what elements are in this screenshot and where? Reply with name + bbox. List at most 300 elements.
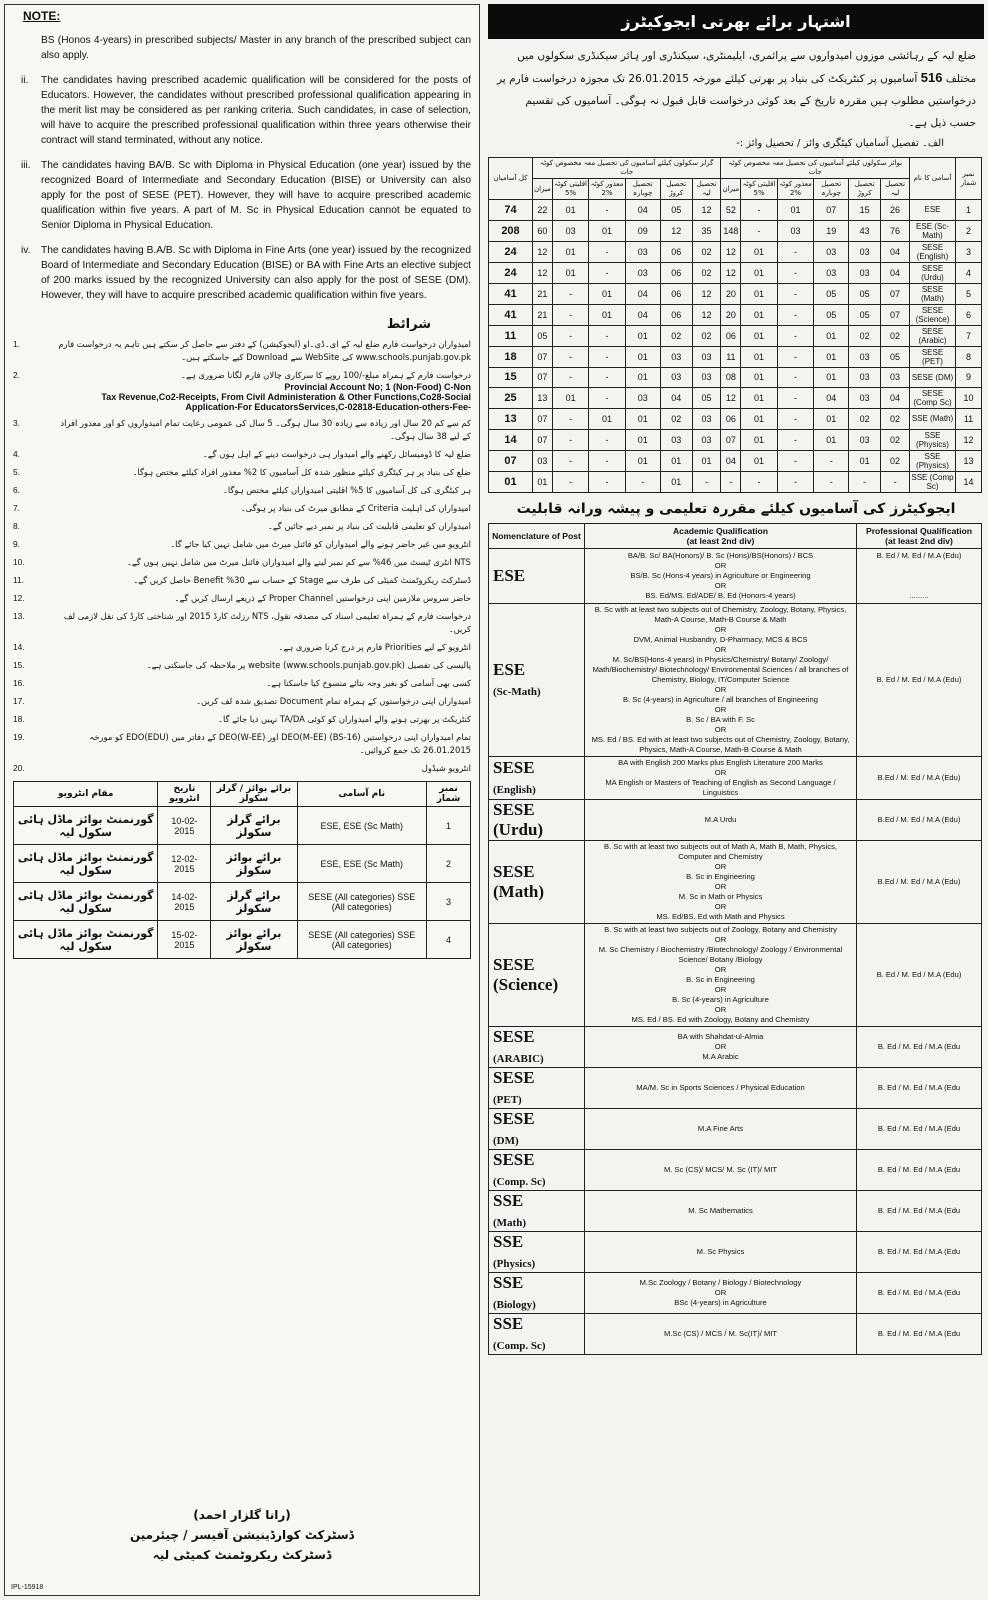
posts-boys-cell: - xyxy=(741,220,778,241)
posts-boys-cell: 01 xyxy=(741,388,778,409)
qualification-title: ایجوکیٹرز کی آسامیوں کیلئے مقررہ تعلیمی و پیشہ ورانہ قابلیت xyxy=(516,500,956,517)
condition-account-line: Application-For EducatorsServices,C-02818-Education-others-Fee- xyxy=(185,402,471,412)
posts-row xyxy=(489,367,982,388)
academic-qualification: M.A Urdu xyxy=(585,799,857,840)
signatory-name: (رانا گلزار احمد) xyxy=(193,1508,291,1522)
posts-girls-cell: 03 xyxy=(660,367,692,388)
qualification-post xyxy=(489,1313,585,1354)
qualification-row xyxy=(489,1067,982,1108)
posts-girls-cell: 09 xyxy=(625,220,660,241)
posts-girls-cell: 01 xyxy=(625,450,660,471)
interview-schedule-table xyxy=(13,781,471,959)
posts-boys-cell: 52 xyxy=(721,200,741,221)
posts-girls-cell: - xyxy=(552,471,589,492)
condition-item xyxy=(13,592,471,605)
qualification-post xyxy=(489,840,585,923)
posts-boys-cell: 03 xyxy=(849,241,881,262)
condition-text: ضلع لیہ کا ڈومیسائل رکھنے والے امیدوار ہی درخواست دینے کے اہل ہوں گے۔ xyxy=(202,449,471,459)
posts-boys-cell: 12 xyxy=(721,241,741,262)
posts-boys-cell: 04 xyxy=(881,388,910,409)
qualification-post-name: SSE xyxy=(493,1313,524,1333)
posts-row xyxy=(489,220,982,241)
professional-qualification: B. Ed / M. Ed / M.A (Edu xyxy=(857,1313,982,1354)
condition-number: 6. xyxy=(13,485,20,495)
posts-post-name: SESE (Math) xyxy=(910,283,956,304)
posts-row xyxy=(489,471,982,492)
qualification-row xyxy=(489,1026,982,1067)
posts-row xyxy=(489,262,982,283)
condition-number: 10. xyxy=(13,557,25,567)
posts-subheader: اقلیتی کوٹہ 5% xyxy=(552,179,589,200)
posts-girls-cell: 01 xyxy=(589,220,625,241)
qualification-post xyxy=(489,1067,585,1108)
posts-number: 10 xyxy=(956,388,982,409)
posts-boys-cell: 01 xyxy=(814,346,849,367)
posts-girls-cell: - xyxy=(589,429,625,450)
qualification-post xyxy=(489,799,585,840)
qualification-row xyxy=(489,548,982,603)
posts-girls-cell: - xyxy=(552,429,589,450)
condition-item xyxy=(13,677,471,690)
condition-item xyxy=(13,417,471,443)
posts-boys-cell: 05 xyxy=(814,304,849,325)
schedule-number: 3 xyxy=(426,883,470,921)
qualification-post xyxy=(489,603,585,756)
academic-qualification: M. Sc (CS)/ MCS/ M. Sc (IT)/ MIT xyxy=(585,1149,857,1190)
schedule-row xyxy=(14,921,471,959)
qualification-post xyxy=(489,1149,585,1190)
academic-qualification: BA/B. Sc/ BA(Honors)/ B. Sc (Hons)/BS(Honors) / BCS OR BS/B. Sc (Hons-4 years) in Agriculture or Engineering OR BS. Ed/MS. Ed/ADE/ B. Ed (Honors-4 years) xyxy=(585,548,857,603)
posts-boys-cell: - xyxy=(849,471,881,492)
posts-girls-cell: 01 xyxy=(660,450,692,471)
posts-girls-cell: 12 xyxy=(692,200,721,221)
posts-boys-cell: - xyxy=(777,241,813,262)
schedule-header: برائے بوائز / گرلز سکولز xyxy=(211,782,297,807)
posts-subheader: تحصیل لیہ xyxy=(692,179,721,200)
qualification-post-name: SESE xyxy=(493,1149,535,1169)
posts-girls-cell: - xyxy=(552,367,589,388)
posts-boys-cell: 06 xyxy=(721,325,741,346)
condition-item xyxy=(13,731,471,757)
posts-boys-cell: 02 xyxy=(849,409,881,430)
posts-boys-cell: 03 xyxy=(849,262,881,283)
posts-boys-cell: - xyxy=(741,200,778,221)
posts-boys-cell: 02 xyxy=(881,325,910,346)
posts-boys-cell: 03 xyxy=(849,429,881,450)
posts-girls-cell: - xyxy=(589,200,625,221)
schedule-venue: گورنمنٹ بوائز ماڈل ہائی سکول لیہ xyxy=(14,807,158,845)
posts-girls-cell: - xyxy=(552,304,589,325)
note-item-text: BS (Honos 4-years) in prescribed subjects/ Master in any branch of the prescribed subject can also apply. xyxy=(41,35,471,61)
note-item xyxy=(13,158,471,233)
posts-girls-cell: 13 xyxy=(533,388,553,409)
posts-row xyxy=(489,283,982,304)
posts-girls-cell: 02 xyxy=(692,262,721,283)
schedule-school-type: برائے گرلز سکولز xyxy=(211,883,297,921)
condition-account-line: Tax Revenue,Co2-Receipts, From Civil Administeration & Other Functions,Co28-Social xyxy=(101,392,471,402)
condition-text: پالیسی کی تفصیل (www.schools.punjab.gov.pk) website پر ملاحظہ کی جاسکتی ہے۔ xyxy=(146,660,471,670)
posts-girls-cell: 01 xyxy=(625,429,660,450)
posts-row xyxy=(489,200,982,221)
condition-number: 14. xyxy=(13,642,25,652)
qualification-row xyxy=(489,799,982,840)
posts-row xyxy=(489,304,982,325)
condition-text: انٹرویو کے لیے Priorities فارم پر درج کرنا ضروری ہے۔ xyxy=(278,642,471,652)
condition-item xyxy=(13,610,471,636)
posts-girls-cell: 04 xyxy=(660,388,692,409)
posts-boys-cell: - xyxy=(777,283,813,304)
posts-number: 12 xyxy=(956,429,982,450)
posts-girls-cell: 01 xyxy=(660,471,692,492)
condition-item xyxy=(13,641,471,654)
condition-text: ضلع کی بنیاد پر ہر کیٹگری کیلئے منظور شدہ کل آسامیوں کا 2% معذور افراد کیلئے مختص ہوگا۔ xyxy=(132,467,471,477)
posts-girls-cell: 06 xyxy=(660,262,692,283)
condition-item xyxy=(13,448,471,461)
posts-boys-cell: - xyxy=(777,367,813,388)
posts-girls-cell: 01 xyxy=(589,283,625,304)
posts-header-boys: بوائز سکولوں کیلئے آسامیوں کی تحصیل معہ مخصوص کوٹہ جات xyxy=(721,158,910,179)
posts-post-name: SSE (Physics) xyxy=(910,429,956,450)
posts-subheader: تحصیل چوبارہ xyxy=(625,179,660,200)
posts-boys-cell: 03 xyxy=(849,346,881,367)
professional-qualification: B.Ed / M. Ed / M.A (Edu) xyxy=(857,756,982,799)
posts-boys-cell: 03 xyxy=(881,367,910,388)
posts-girls-cell: 01 xyxy=(552,241,589,262)
posts-boys-cell: - xyxy=(777,262,813,283)
posts-boys-cell: 02 xyxy=(849,325,881,346)
posts-boys-cell: 01 xyxy=(849,450,881,471)
posts-girls-cell: 03 xyxy=(533,450,553,471)
posts-girls-cell: 03 xyxy=(625,241,660,262)
ad-code: IPL-15918 xyxy=(11,1584,44,1591)
posts-boys-cell: 01 xyxy=(741,262,778,283)
posts-post-name: ESE (Sc-Math) xyxy=(910,220,956,241)
posts-boys-cell: 08 xyxy=(721,367,741,388)
conditions-list xyxy=(13,338,471,775)
posts-total: 25 xyxy=(489,388,533,409)
qualification-post-name: SESE (Urdu) xyxy=(493,799,544,839)
condition-item xyxy=(13,762,471,775)
qualification-post-name: SSE xyxy=(493,1272,524,1292)
posts-boys-cell: 05 xyxy=(881,346,910,367)
posts-number: 2 xyxy=(956,220,982,241)
condition-item xyxy=(13,484,471,497)
posts-girls-cell: 05 xyxy=(692,388,721,409)
qualification-post-name: SESE xyxy=(493,1108,535,1128)
posts-girls-cell: 01 xyxy=(692,450,721,471)
posts-boys-cell: 02 xyxy=(881,409,910,430)
posts-girls-cell: 03 xyxy=(552,220,589,241)
qualification-post-subject: (ARABIC) xyxy=(493,1052,544,1065)
posts-number: 11 xyxy=(956,409,982,430)
posts-boys-cell: 03 xyxy=(814,241,849,262)
schedule-venue: گورنمنٹ بوائز ماڈل ہائی سکول لیہ xyxy=(14,845,158,883)
qualification-post xyxy=(489,923,585,1026)
professional-qualification: B.Ed / M. Ed / M.A (Edu) xyxy=(857,840,982,923)
posts-girls-cell: 01 xyxy=(552,262,589,283)
qualification-row xyxy=(489,1149,982,1190)
posts-boys-cell: - xyxy=(881,471,910,492)
professional-qualification: B. Ed / M. Ed / M.A (Edu xyxy=(857,1272,982,1313)
qual-header-professional: Professional Qualification (at least 2nd div) xyxy=(857,523,982,548)
posts-girls-cell: - xyxy=(589,346,625,367)
academic-qualification: M.A Fine Arts xyxy=(585,1108,857,1149)
schedule-number: 1 xyxy=(426,807,470,845)
condition-number: 2. xyxy=(13,370,20,380)
posts-boys-cell: 43 xyxy=(849,220,881,241)
posts-girls-cell: 03 xyxy=(692,409,721,430)
posts-girls-cell: 05 xyxy=(533,325,553,346)
note-item-text: The candidates having prescribed academic qualification will be considered for the posts of Educators. However, the candidates without prescribed professional qualification appearing in the merit list may be considered as per ranking criteria. Such candidates, in case of selection, will have to acquire the prescribed professional qualification within three years otherwise their contract will stand terminated, without any notice. xyxy=(41,75,471,146)
posts-boys-cell: 01 xyxy=(814,409,849,430)
note-item xyxy=(13,33,471,63)
posts-total: 11 xyxy=(489,325,533,346)
posts-boys-cell: 04 xyxy=(881,241,910,262)
posts-row xyxy=(489,450,982,471)
schedule-post: SESE (All categories) SSE (All categories) xyxy=(297,921,426,959)
condition-text: امیدواران کو تعلیمی قابلیت کی بنیاد پر نمبر دیے جائیں گے۔ xyxy=(267,521,471,531)
schedule-row xyxy=(14,883,471,921)
posts-boys-cell: 76 xyxy=(881,220,910,241)
posts-boys-cell: - xyxy=(777,388,813,409)
schedule-venue: گورنمنٹ بوائز ماڈل ہائی سکول لیہ xyxy=(14,921,158,959)
posts-boys-cell: 01 xyxy=(741,429,778,450)
qualification-post-name: SESE xyxy=(493,1067,535,1087)
condition-number: 8. xyxy=(13,521,20,531)
qualification-row xyxy=(489,1231,982,1272)
professional-qualification: B. Ed / M. Ed / M.A (Edu xyxy=(857,1231,982,1272)
posts-boys-cell: - xyxy=(777,429,813,450)
condition-item xyxy=(13,713,471,726)
posts-boys-cell: - xyxy=(814,471,849,492)
posts-girls-cell: 03 xyxy=(625,388,660,409)
posts-boys-cell: 01 xyxy=(741,283,778,304)
posts-post-name: SESE (English) xyxy=(910,241,956,262)
posts-girls-cell: 21 xyxy=(533,283,553,304)
qualification-post-name: SESE xyxy=(493,757,535,777)
posts-boys-cell: 05 xyxy=(849,304,881,325)
posts-subheader: تحصیل لیہ xyxy=(881,179,910,200)
posts-girls-cell: 07 xyxy=(533,367,553,388)
posts-row xyxy=(489,346,982,367)
signatory-designation: ڈسٹرکٹ کوارڈینیشن آفیسر / چیئرمین xyxy=(129,1528,355,1542)
note-item-number: iv. xyxy=(21,245,31,256)
posts-number: 5 xyxy=(956,283,982,304)
posts-total: 74 xyxy=(489,200,533,221)
posts-boys-cell: 03 xyxy=(814,262,849,283)
posts-number: 7 xyxy=(956,325,982,346)
ad-intro xyxy=(488,39,984,134)
schedule-date: 14-02-2015 xyxy=(158,883,211,921)
qualification-post-name: SSE xyxy=(493,1231,524,1251)
posts-post-name: SESE (Urdu) xyxy=(910,262,956,283)
note-item-number: iii. xyxy=(21,160,31,171)
posts-boys-cell: 01 xyxy=(741,367,778,388)
professional-qualification: B. Ed / M. Ed / M.A (Edu xyxy=(857,1108,982,1149)
posts-girls-cell: - xyxy=(552,450,589,471)
posts-number: 4 xyxy=(956,262,982,283)
qualification-post-subject: (Biology) xyxy=(493,1298,536,1311)
schedule-school-type: برائے بوائز سکولز xyxy=(211,845,297,883)
posts-girls-cell: 03 xyxy=(660,429,692,450)
schedule-school-type: برائے بوائز سکولز xyxy=(211,921,297,959)
condition-text: امیدواران اپنی درخواستوں کے ہمراہ تمام Document تصدیق شدہ لف کریں۔ xyxy=(196,696,471,706)
schedule-number: 4 xyxy=(426,921,470,959)
posts-girls-cell: 60 xyxy=(533,220,553,241)
posts-number: 14 xyxy=(956,471,982,492)
qualification-post-subject: (Comp. Sc) xyxy=(493,1175,546,1188)
posts-total: 41 xyxy=(489,283,533,304)
ad-subheading: الف۔ تفصیل آسامیاں کیٹگری وائز / تحصیل وائز :- xyxy=(736,138,944,149)
posts-girls-cell: 05 xyxy=(660,200,692,221)
posts-subheader: اقلیتی کوٹہ 5% xyxy=(741,179,778,200)
qualification-row xyxy=(489,1190,982,1231)
posts-girls-cell: 02 xyxy=(660,409,692,430)
academic-qualification: MA/M. Sc in Sports Sciences / Physical Education xyxy=(585,1067,857,1108)
posts-subheader: معذور کوٹہ 2% xyxy=(589,179,625,200)
qualification-post xyxy=(489,1231,585,1272)
condition-text: تمام امیدواران اپنی درخواستیں (BS-16) DEO(M-EE) اور DEO(W-EE) کے دفاتر میں EDO(EDU) کو مورخہ 26.01.2015 تک جمع کروائیں۔ xyxy=(89,732,471,755)
posts-number: 13 xyxy=(956,450,982,471)
condition-item xyxy=(13,520,471,533)
condition-number: 7. xyxy=(13,503,20,513)
posts-total: 24 xyxy=(489,241,533,262)
qualification-post-name: SSE xyxy=(493,1190,524,1210)
professional-qualification: B. Ed / M. Ed / M.A (Edu xyxy=(857,1067,982,1108)
posts-boys-cell: 01 xyxy=(777,200,813,221)
posts-girls-cell: 21 xyxy=(533,304,553,325)
academic-qualification: BA with English 200 Marks plus English Literature 200 Marks OR MA English or Masters of Teaching of English as Second Language / Linguistics xyxy=(585,756,857,799)
schedule-post: ESE, ESE (Sc Math) xyxy=(297,807,426,845)
schedule-date: 10-02-2015 xyxy=(158,807,211,845)
posts-boys-cell: 26 xyxy=(881,200,910,221)
posts-boys-cell: 20 xyxy=(721,304,741,325)
posts-girls-cell: 02 xyxy=(692,241,721,262)
condition-number: 20. xyxy=(13,763,25,773)
posts-girls-cell: 03 xyxy=(625,262,660,283)
posts-boys-cell: 01 xyxy=(741,450,778,471)
posts-boys-cell: 01 xyxy=(814,325,849,346)
posts-girls-cell: 03 xyxy=(692,367,721,388)
qualification-row xyxy=(489,603,982,756)
posts-girls-cell: 06 xyxy=(660,241,692,262)
condition-item xyxy=(13,338,471,364)
condition-number: 19. xyxy=(13,732,25,742)
qualification-post-subject: (PET) xyxy=(493,1093,522,1106)
academic-qualification: BA with Shahdat-ul-Almia OR M.A Arabic xyxy=(585,1026,857,1067)
note-title: NOTE: xyxy=(23,9,61,23)
posts-total: 07 xyxy=(489,450,533,471)
condition-text: درخواست فارم کے ہمراہ مبلغ-/100 روپے کا سرکاری چالان فارم لگانا ضروری ہے۔ xyxy=(181,370,471,380)
condition-text: ہر کیٹگری کی کل آسامیوں کا 5% اقلیتی امیدواران کیلئے مختص ہوگا۔ xyxy=(222,485,471,495)
posts-boys-cell: 02 xyxy=(881,429,910,450)
posts-girls-cell: 06 xyxy=(660,304,692,325)
posts-boys-cell: 05 xyxy=(814,283,849,304)
schedule-header: نمبر شمار xyxy=(426,782,470,807)
posts-girls-cell: - xyxy=(589,450,625,471)
posts-girls-cell: - xyxy=(552,325,589,346)
qualification-post-subject: (Comp. Sc) xyxy=(493,1339,546,1352)
posts-girls-cell: 12 xyxy=(692,283,721,304)
posts-boys-cell: 04 xyxy=(721,450,741,471)
condition-text: حاضر سروس ملازمین اپنی درخواستیں Proper Channel کے ذریعے ارسال کریں گے۔ xyxy=(174,593,471,603)
academic-qualification: M. Sc Physics xyxy=(585,1231,857,1272)
posts-boys-cell: 05 xyxy=(849,283,881,304)
posts-boys-cell: 01 xyxy=(814,429,849,450)
condition-text: کنٹریکٹ پر بھرتی ہونے والے امیدواران کو کوئی TA/DA نہیں دیا جائے گا۔ xyxy=(218,714,471,724)
posts-girls-cell: 01 xyxy=(625,367,660,388)
signatory-committee: ڈسٹرکٹ ریکروٹمنٹ کمیٹی لیہ xyxy=(152,1548,332,1562)
qualification-post-subject: (Physics) xyxy=(493,1257,536,1270)
qualification-row xyxy=(489,840,982,923)
posts-girls-cell: - xyxy=(625,471,660,492)
posts-total: 13 xyxy=(489,409,533,430)
condition-number: 11. xyxy=(13,575,25,585)
posts-boys-cell: 20 xyxy=(721,283,741,304)
posts-girls-cell: 01 xyxy=(552,200,589,221)
posts-row xyxy=(489,388,982,409)
posts-subheader: میزان xyxy=(533,179,553,200)
schedule-header: تاریخ انٹرویو xyxy=(158,782,211,807)
posts-number: 8 xyxy=(956,346,982,367)
posts-boys-cell: 07 xyxy=(881,304,910,325)
posts-boys-cell: 01 xyxy=(741,409,778,430)
posts-post-name: SESE (DM) xyxy=(910,367,956,388)
posts-girls-cell: 02 xyxy=(692,325,721,346)
posts-girls-cell: 01 xyxy=(589,409,625,430)
posts-row xyxy=(489,325,982,346)
posts-girls-cell: - xyxy=(589,471,625,492)
posts-girls-cell: 01 xyxy=(625,325,660,346)
posts-girls-cell: 01 xyxy=(625,409,660,430)
posts-header-total: کل آسامیاں xyxy=(489,158,533,200)
professional-qualification: B. Ed / M. Ed / M.A (Edu xyxy=(857,1026,982,1067)
posts-table xyxy=(488,157,982,493)
condition-text: کسی بھی آسامی کو بغیر وجہ بتائے منسوخ کیا جاسکتا ہے۔ xyxy=(266,678,471,688)
professional-qualification: B. Ed / M. Ed / M.A (Edu xyxy=(857,1190,982,1231)
posts-boys-cell: 01 xyxy=(814,367,849,388)
condition-number: 4. xyxy=(13,449,20,459)
condition-number: 1. xyxy=(13,339,20,349)
posts-subheader: تحصیل کروڑ xyxy=(849,179,881,200)
condition-item xyxy=(13,695,471,708)
posts-boys-cell: 01 xyxy=(741,325,778,346)
condition-item xyxy=(13,502,471,515)
posts-number: 6 xyxy=(956,304,982,325)
posts-boys-cell: 11 xyxy=(721,346,741,367)
posts-subheader: تحصیل کروڑ xyxy=(660,179,692,200)
condition-account-line: Provincial Account No; 1 (Non-Food) C-Non xyxy=(284,382,471,392)
qualification-post xyxy=(489,1026,585,1067)
posts-boys-cell: - xyxy=(777,471,813,492)
condition-item xyxy=(13,659,471,672)
qualification-post-subject: (DM) xyxy=(493,1134,519,1147)
qualification-post-subject: (Math) xyxy=(493,1216,526,1229)
posts-girls-cell: 22 xyxy=(533,200,553,221)
posts-girls-cell: 02 xyxy=(660,325,692,346)
posts-boys-cell: 07 xyxy=(721,429,741,450)
qualification-post xyxy=(489,548,585,603)
posts-girls-cell: 12 xyxy=(533,262,553,283)
posts-girls-cell: 12 xyxy=(692,304,721,325)
schedule-date: 15-02-2015 xyxy=(158,921,211,959)
posts-girls-cell: 06 xyxy=(660,283,692,304)
right-column xyxy=(488,4,984,1596)
posts-number: 1 xyxy=(956,200,982,221)
condition-item xyxy=(13,466,471,479)
academic-qualification: B. Sc with at least two subjects out of Chemistry, Zoology, Botany, Physics, Math-A Course, Math-B Course & Math OR DVM, Animal Husbandry, D-Pharmacy, MCS & BCS OR M. Sc/BS(Hons-4 years) in Physics/Chemistry/ Botany/ Zoology/ Math/Biochemistry/ Biotechnology/ Environmental Sciences / all branches of Chemistry, Biology, IT/Computer Science OR B. Sc (4-years) in Agriculture / all branches of Engineering OR B. Sc / BA with F. Sc OR MS. Ed / BS. Ed with at least two subjects out of Chemistry, Zoology, Botany, Physics, Math-A Course, Math-B Course & Math xyxy=(585,603,857,756)
qualification-row xyxy=(489,1108,982,1149)
